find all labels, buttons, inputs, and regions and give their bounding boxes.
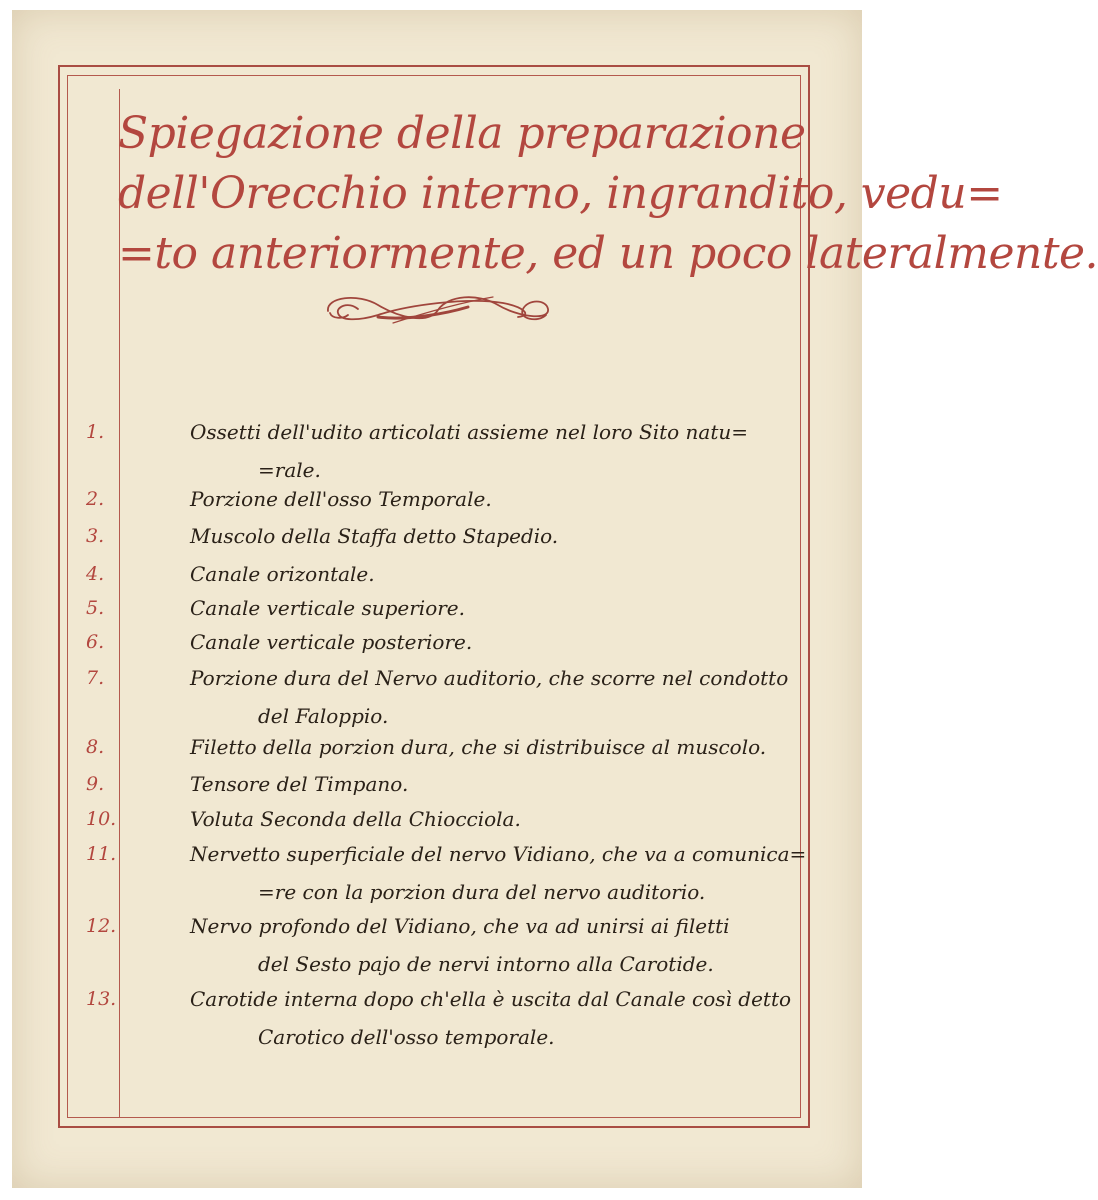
- item-number: 8.: [86, 736, 105, 758]
- item-number: 2.: [86, 488, 105, 510]
- page-title: [118, 104, 1098, 284]
- item-text-line: Ossetti dell'udito articolati assieme nel loro Sito natu=: [190, 420, 749, 444]
- item-number: 1.: [86, 421, 105, 443]
- list-item: [190, 805, 790, 833]
- title-line-3: =to anteriormente, ed un poco lateralmente.: [118, 228, 1098, 279]
- list-item: [190, 560, 790, 588]
- item-text-line: Filetto della porzion dura, che si distribuisce al muscolo.: [190, 735, 767, 759]
- list-item: [190, 733, 790, 761]
- calligraphic-flourish: [318, 285, 558, 335]
- item-number: 13.: [86, 988, 117, 1010]
- item-number: 4.: [86, 563, 105, 585]
- item-text-line: Tensore del Timpano.: [190, 772, 409, 796]
- item-number: 12.: [86, 915, 117, 937]
- item-text-line: Carotide interna dopo ch'ella è uscita dal Canale così detto: [190, 987, 792, 1011]
- item-text-line: Voluta Seconda della Chiocciola.: [190, 807, 521, 831]
- item-text-line: Porzione dell'osso Temporale.: [190, 487, 492, 511]
- item-number: 6.: [86, 631, 105, 653]
- list-item: [190, 522, 790, 550]
- item-text-line: Muscolo della Staffa detto Stapedio.: [190, 524, 559, 548]
- list-item: [190, 985, 790, 1051]
- item-text-line: Nervetto superficiale del nervo Vidiano, che va a comunica=: [190, 842, 807, 866]
- item-text-line: Canale verticale posteriore.: [190, 630, 473, 654]
- list-item: [190, 418, 790, 484]
- item-number: 7.: [86, 667, 105, 689]
- list-item: [190, 664, 790, 730]
- item-text-line: Canale verticale superiore.: [190, 596, 465, 620]
- item-text-continuation: del Sesto pajo de nervi intorno alla Carotide.: [258, 952, 714, 976]
- list-item: [190, 912, 790, 978]
- item-number: 11.: [86, 843, 117, 865]
- list-item: [190, 840, 807, 906]
- item-text-line: Nervo profondo del Vidiano, che va ad unirsi ai filetti: [190, 914, 730, 938]
- item-text-line: Canale orizontale.: [190, 562, 375, 586]
- list-item: [190, 628, 790, 656]
- item-number: 9.: [86, 773, 105, 795]
- list-item: [190, 485, 790, 513]
- item-text-continuation: =re con la porzion dura del nervo auditorio.: [258, 880, 706, 904]
- item-number: 3.: [86, 525, 105, 547]
- title-line-2: dell'Orecchio interno, ingrandito, vedu=: [118, 168, 1003, 219]
- item-text-continuation: del Faloppio.: [258, 704, 389, 728]
- item-text-continuation: =rale.: [258, 458, 321, 482]
- list-item: [190, 770, 790, 798]
- item-number: 5.: [86, 597, 105, 619]
- title-line-1: Spiegazione della preparazione: [118, 108, 806, 159]
- list-item: [190, 594, 790, 622]
- item-text-continuation: Carotico dell'osso temporale.: [258, 1025, 555, 1049]
- item-number: 10.: [86, 808, 117, 830]
- item-text-line: Porzione dura del Nervo auditorio, che scorre nel condotto: [190, 666, 789, 690]
